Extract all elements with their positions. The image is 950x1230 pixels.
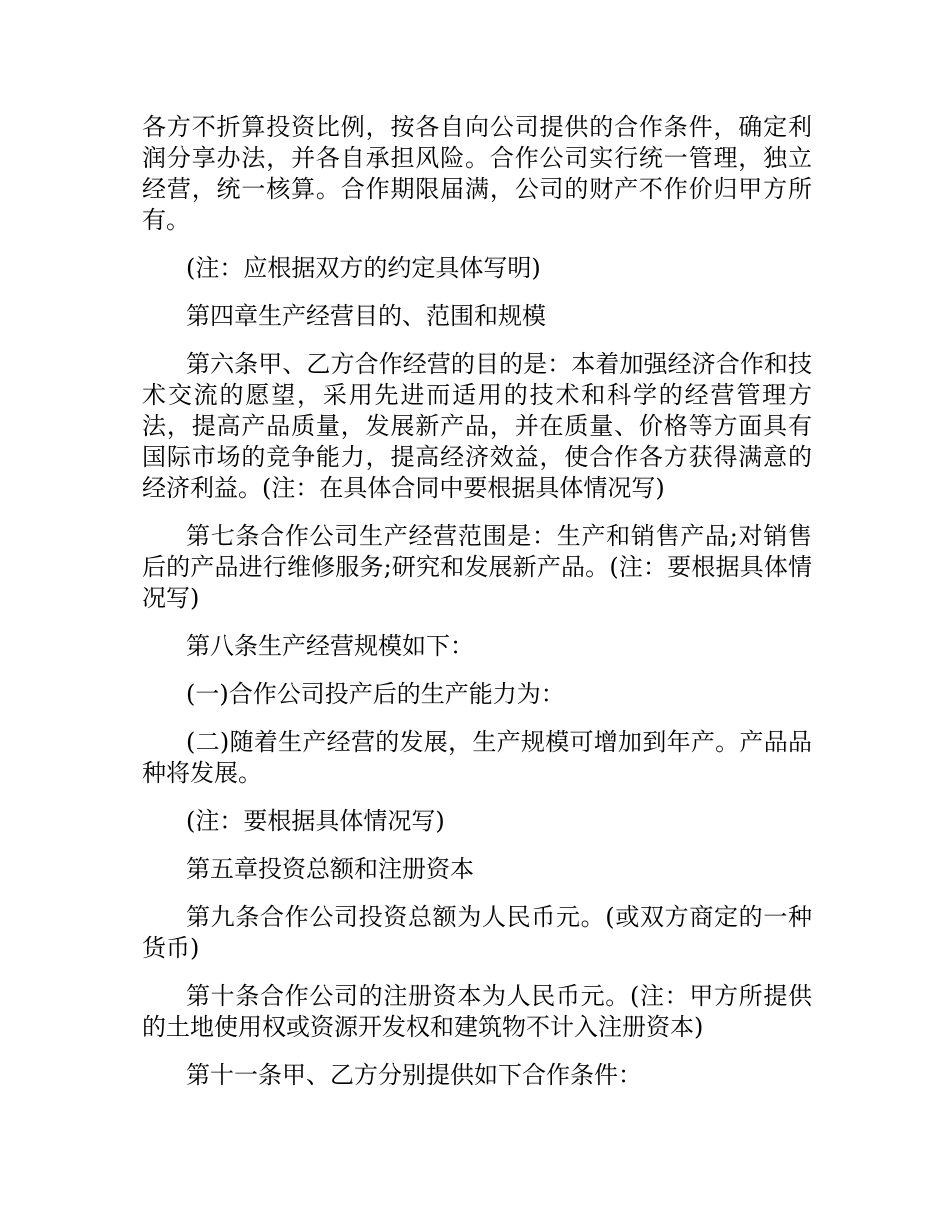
article-9: 第九条合作公司投资总额为人民币元。(或双方商定的一种货币) xyxy=(142,903,812,962)
chapter-heading-5: 第五章投资总额和注册资本 xyxy=(186,855,474,883)
paragraph-note: (注：要根据具体情况写) xyxy=(186,807,445,835)
article-7: 第七条合作公司生产经营范围是：生产和销售产品;对销售后的产品进行维修服务;研究和发展新产品。(注：要根据具体情况写) xyxy=(142,522,812,612)
article-6: 第六条甲、乙方合作经营的目的是：本着加强经济合作和技术交流的愿望，采用先进而适用的技术和科学的经营管理方法，提高产品质量，发展新产品，并在质量、价格等方面具有国际市场的竞争能力，提高经济效益，使合作各方获得满意的经济利益。(注：在具体合同中要根据具体情况写) xyxy=(142,350,812,502)
document-page xyxy=(142,112,812,1108)
article-8-item-2: (二)随着生产经营的发展，生产规模可增加到年产。产品品种将发展。 xyxy=(142,728,812,787)
paragraph-continuation: 各方不折算投资比例，按各自向公司提供的合作条件，确定利润分享办法，并各自承担风险。合作公司实行统一管理，独立经营，统一核算。合作期限届满，公司的财产不作价归甲方所有。 xyxy=(142,113,812,234)
article-8: 第八条生产经营规模如下： xyxy=(186,632,474,660)
paragraph-note: (注：应根据双方的约定具体写明) xyxy=(186,254,541,282)
chapter-heading-4: 第四章生产经营目的、范围和规模 xyxy=(186,302,546,330)
article-10: 第十条合作公司的注册资本为人民币元。(注：甲方所提供的土地使用权或资源开发权和建筑物不计入注册资本) xyxy=(142,982,812,1041)
article-8-item-1: (一)合作公司投产后的生产能力为： xyxy=(186,680,565,708)
article-11: 第十一条甲、乙方分别提供如下合作条件： xyxy=(186,1061,642,1089)
